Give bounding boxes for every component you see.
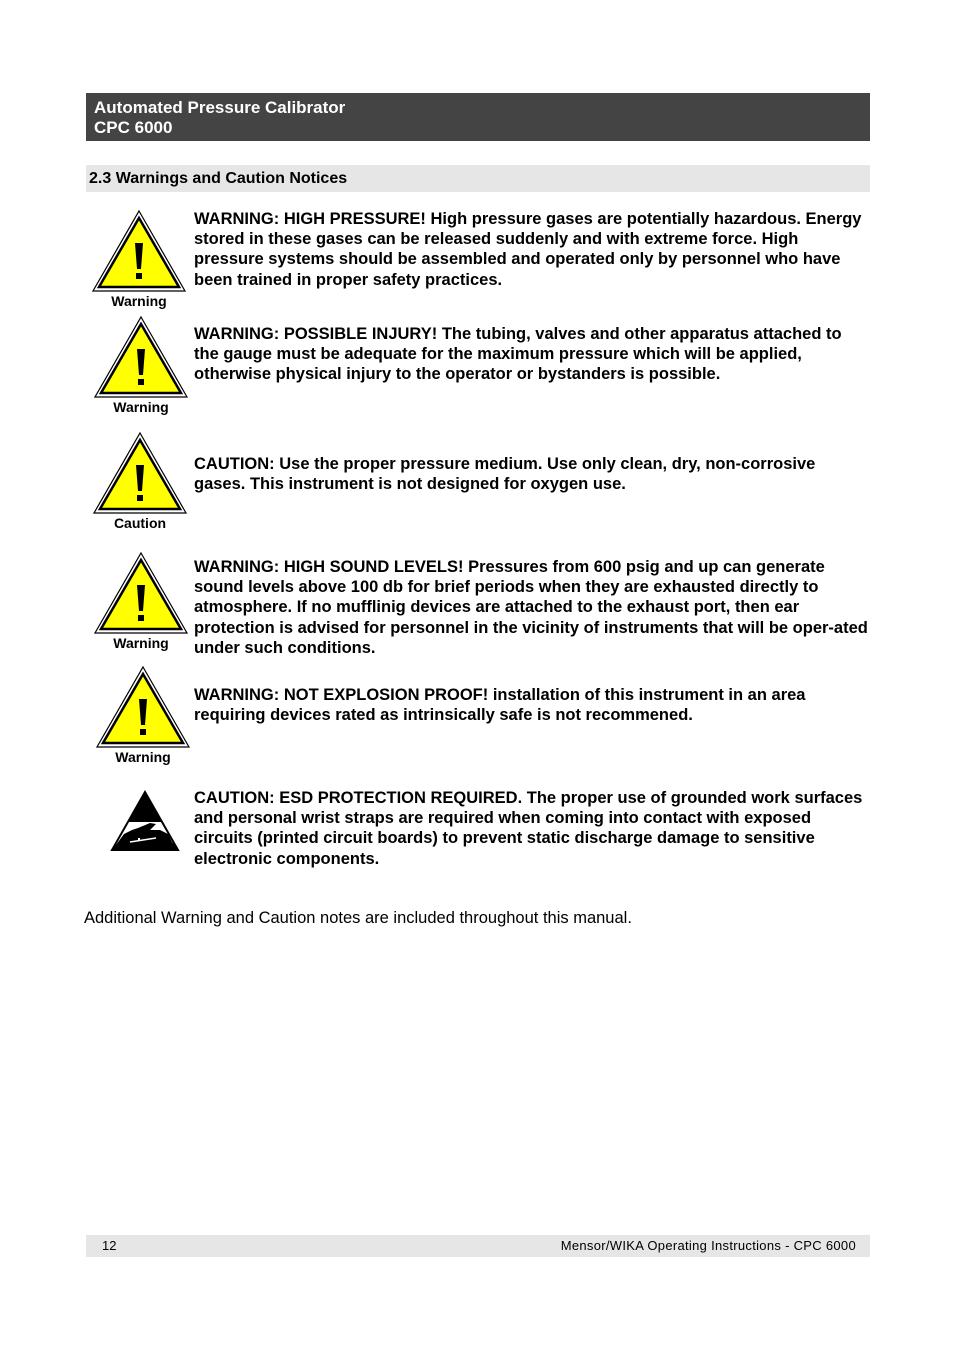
notice-2-text: WARNING: POSSIBLE INJURY! The tubing, valves and other apparatus attached to the gauge must be adequate for the maximum pressure which will be applied, otherwise physical injury to the operator or bystanders is possible. <box>194 325 842 384</box>
section-title: 2.3 Warnings and Caution Notices <box>89 170 348 187</box>
notice-4-label: Warning <box>113 635 169 651</box>
warning-triangle-icon <box>94 551 189 635</box>
footer-doc-title: Mensor/WIKA Operating Instructions - CPC 6000 <box>560 1238 856 1253</box>
warning-triangle-icon <box>94 315 189 399</box>
additional-notes-paragraph: Additional Warning and Caution notes are included throughout this manual. <box>84 909 632 927</box>
notice-6-icon-group <box>110 790 180 852</box>
notice-5-icon-group <box>95 665 191 765</box>
section-heading <box>86 165 870 192</box>
document-header <box>86 93 870 141</box>
notice-5-label: Warning <box>115 749 171 765</box>
notice-4-icon-group <box>93 551 189 651</box>
page-footer <box>86 1235 870 1257</box>
notice-3-label: Caution <box>113 515 167 531</box>
warning-triangle-icon <box>96 665 191 749</box>
notice-1-text: WARNING: HIGH PRESSURE! High pressure gases are potentially hazardous. Energy stored in these gases can be released suddenly and with extreme force. High pressure systems should be assembled and operated only by personnel who have been trained in proper safety practices. <box>194 210 862 289</box>
notice-4-text: WARNING: HIGH SOUND LEVELS! Pressures from 600 psig and up can generate sound levels above 100 db for brief periods when they are exhausted directly to atmosphere. If no mufflinig devices are attached to the exhaust port, then ear protection is advised for personnel in the vicinity of instruments that will be oper-ated under such conditions. <box>194 558 868 657</box>
notice-3-text: CAUTION: Use the proper pressure medium. Use only clean, dry, non-corrosive gases. This instrument is not designed for oxygen use. <box>194 455 816 494</box>
notice-2-icon-group <box>93 315 189 415</box>
notice-1-label: Warning <box>111 293 167 309</box>
warning-triangle-icon <box>92 209 187 293</box>
notice-5-text: WARNING: NOT EXPLOSION PROOF! installation of this instrument in an area requiring devices rated as intrinsically safe is not recommened. <box>194 686 806 725</box>
notice-3-icon-group <box>92 431 188 531</box>
page-number: 12 <box>102 1238 117 1253</box>
esd-hand-icon <box>110 790 180 852</box>
header-model: CPC 6000 <box>94 118 173 137</box>
notice-1-icon-group <box>91 209 187 309</box>
notice-6-text: CAUTION: ESD PROTECTION REQUIRED. The proper use of grounded work surfaces and personal wrist straps are required when coming into contact with exposed circuits (printed circuit boards) to prevent static discharge damage to sensitive electronic components. <box>194 789 863 868</box>
notice-2-label: Warning <box>113 399 169 415</box>
header-title: Automated Pressure Calibrator <box>94 98 346 117</box>
caution-triangle-icon <box>93 431 188 515</box>
